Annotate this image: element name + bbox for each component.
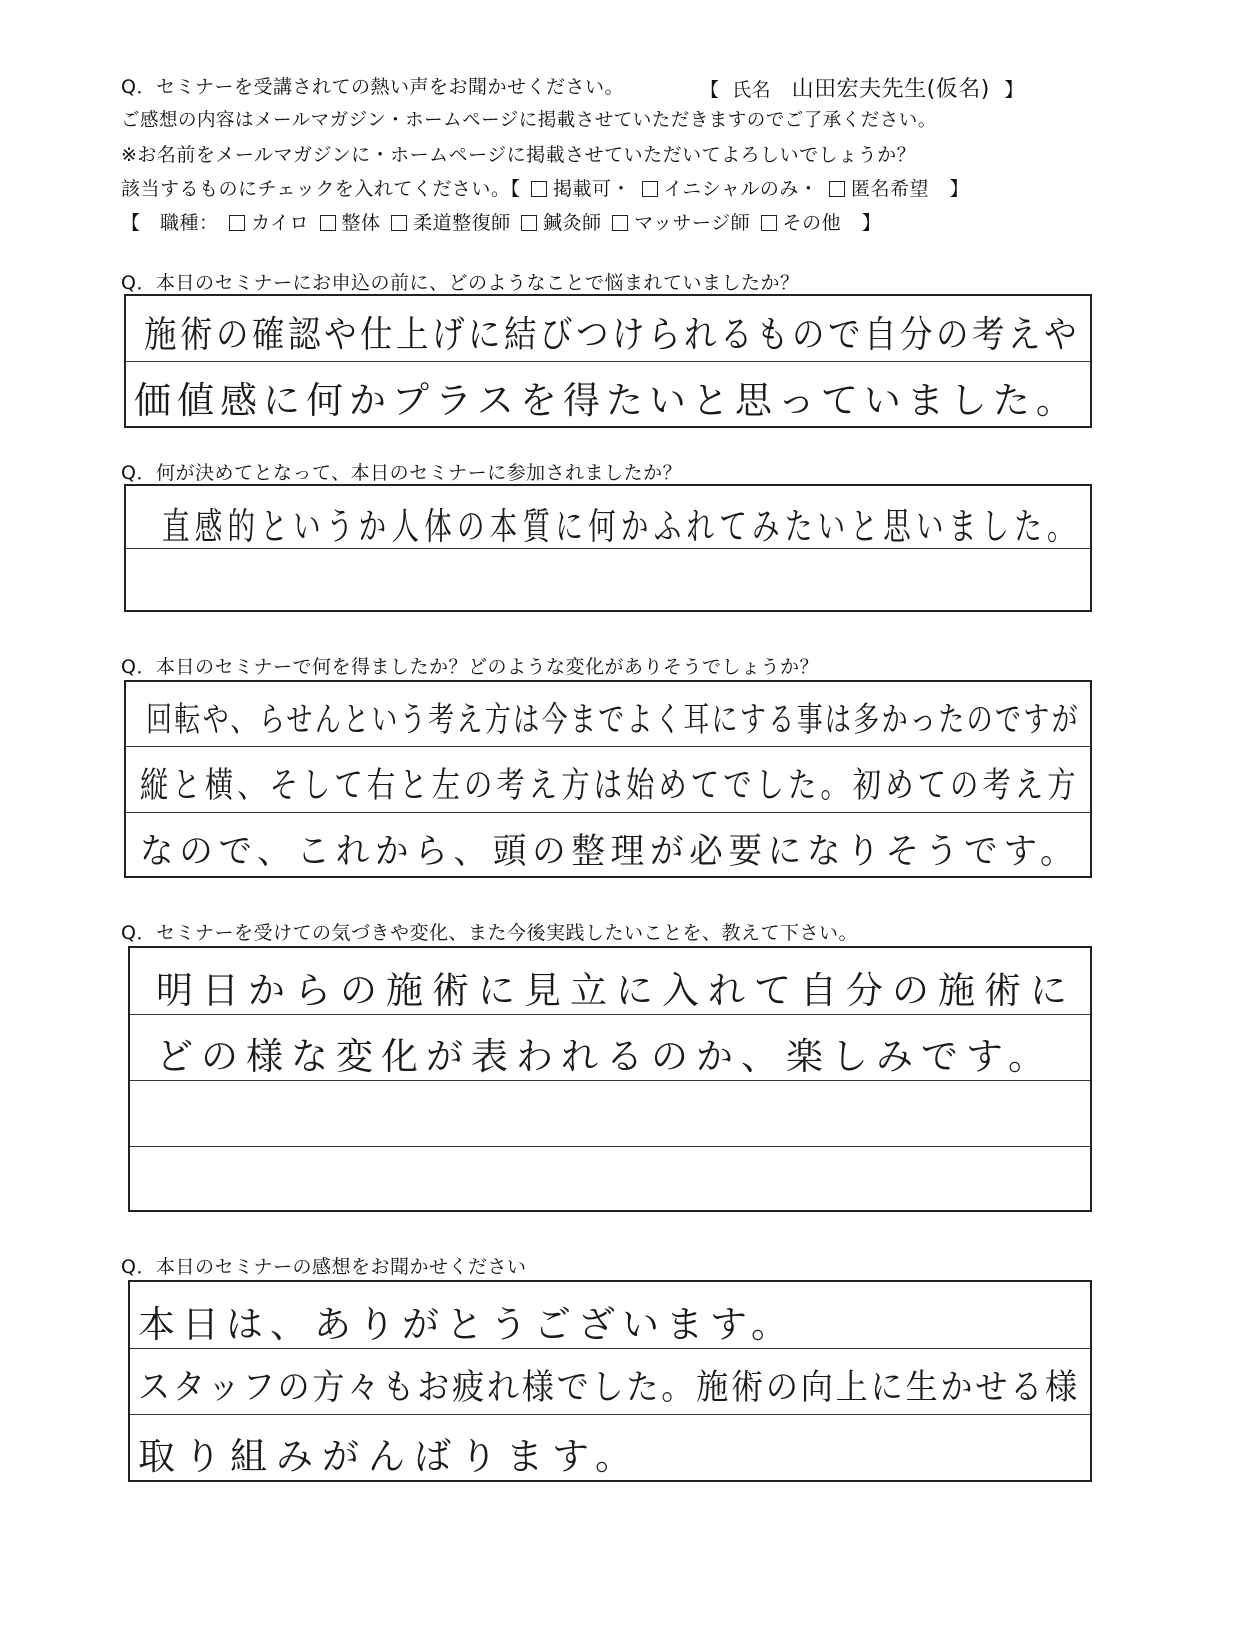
question-5-label: Q．本日のセミナーの感想をお聞かせください [121,1256,527,1278]
question-3-label: Q．本日のセミナーで何を得ましたか？どのような変化がありそうでしょうか？ [121,656,819,678]
publish-notice: ご感想の内容はメールマガジン・ホームページに掲載させていただきますのでご了承ください。 [121,110,937,131]
answer-line-1: 直感的というか人体の本質に何かふれてみたいと思いました。 [162,505,1080,548]
name-field [700,72,1024,103]
job-chiro-checkbox[interactable] [229,215,245,231]
job-label: 【 職種： [121,212,219,234]
job-judo-label: 柔道整復師 [413,212,511,234]
question-1-answer-box[interactable] [124,294,1092,428]
answer-line-1: 施術の確認や仕上げに結びつけられるもので自分の考えや [144,313,1080,356]
answer-line [126,812,1090,813]
job-massage-label: マッサージ師 [634,212,751,234]
check-bracket-close: 】 [949,178,970,200]
anonymous-label: 匿名希望 [850,178,929,200]
job-massage-checkbox[interactable] [612,215,628,231]
answer-line [130,1080,1090,1081]
job-other-label: その他 [782,212,842,234]
question-4-label: Q．セミナーを受けての気づきや変化、また今後実践したいことを、教えて下さい。 [121,922,858,944]
job-bracket-close: 】 [861,212,882,234]
answer-line [126,361,1090,362]
answer-line-1: 回転や、らせんという考え方は今までよく耳にする事は多かったのですが [146,700,1080,740]
job-judo-checkbox[interactable] [391,215,407,231]
answer-line [130,1414,1090,1415]
answer-line-1: 本日は、ありがとうございます。 [138,1303,796,1346]
answer-line-2: どの様な変化が表われるのか、楽しみです。 [156,1035,1054,1078]
job-chiro-label: カイロ [251,212,309,234]
answer-line-1: 明日からの施術に見立に入れて自分の施術に [156,969,1076,1012]
anonymous-checkbox[interactable] [829,181,845,197]
answer-line-2: 縦と横、そして右と左の考え方は始めてでした。初めての考え方 [140,766,1080,806]
question-2-answer-box[interactable] [124,484,1092,612]
initials-only-label: イニシャルのみ・ [663,178,819,200]
answer-line-2: スタッフの方々もお疲れ様でした。施術の向上に生かせる様 [138,1368,1080,1408]
answer-line [126,746,1090,747]
name-bracket-open: 【 [700,79,720,101]
check-prompt: 該当するものにチェックを入れてください。【 [121,178,521,200]
answer-line-3: なので、これから、頭の整理が必要になりそうです。 [140,832,1080,872]
intro-question: Q．セミナーを受講されての熱い声をお聞かせください。 [121,76,624,98]
publish-ok-checkbox[interactable] [531,181,547,197]
job-seitai-label: 整体 [341,212,381,234]
answer-line-3: 取り組みがんばります。 [138,1435,642,1478]
publish-ok-label: 掲載可・ [552,178,631,200]
question-2-label: Q．何が決めてとなって、本日のセミナーに参加されましたか？ [121,462,683,484]
answer-line [130,1014,1090,1015]
job-type-checklist [121,208,881,235]
publish-checklist [121,174,969,201]
job-other-checkbox[interactable] [761,215,777,231]
job-seitai-checkbox[interactable] [320,215,336,231]
name-publish-notice: ※お名前をメールマガジンに・ホームページに掲載させていただいてよろしいでしょうか？ [121,144,917,166]
answer-line-2: 価値感に何かプラスを得たいと思っていました。 [134,379,1079,422]
question-3-answer-box[interactable] [124,680,1092,878]
job-acupuncture-label: 鍼灸師 [543,212,602,234]
question-4-answer-box[interactable] [128,946,1092,1212]
question-1-label: Q．本日のセミナーにお申込の前に、どのようなことで悩まれていましたか？ [121,272,800,294]
name-label: 氏名 [732,79,772,101]
question-5-answer-box[interactable] [128,1280,1092,1482]
job-acupuncture-checkbox[interactable] [521,215,537,231]
answer-line [130,1348,1090,1349]
name-bracket-close: 】 [1004,79,1024,101]
answer-line [130,1146,1090,1147]
initials-only-checkbox[interactable] [642,181,658,197]
name-value: 山田宏夫先生(仮名) [791,77,990,102]
